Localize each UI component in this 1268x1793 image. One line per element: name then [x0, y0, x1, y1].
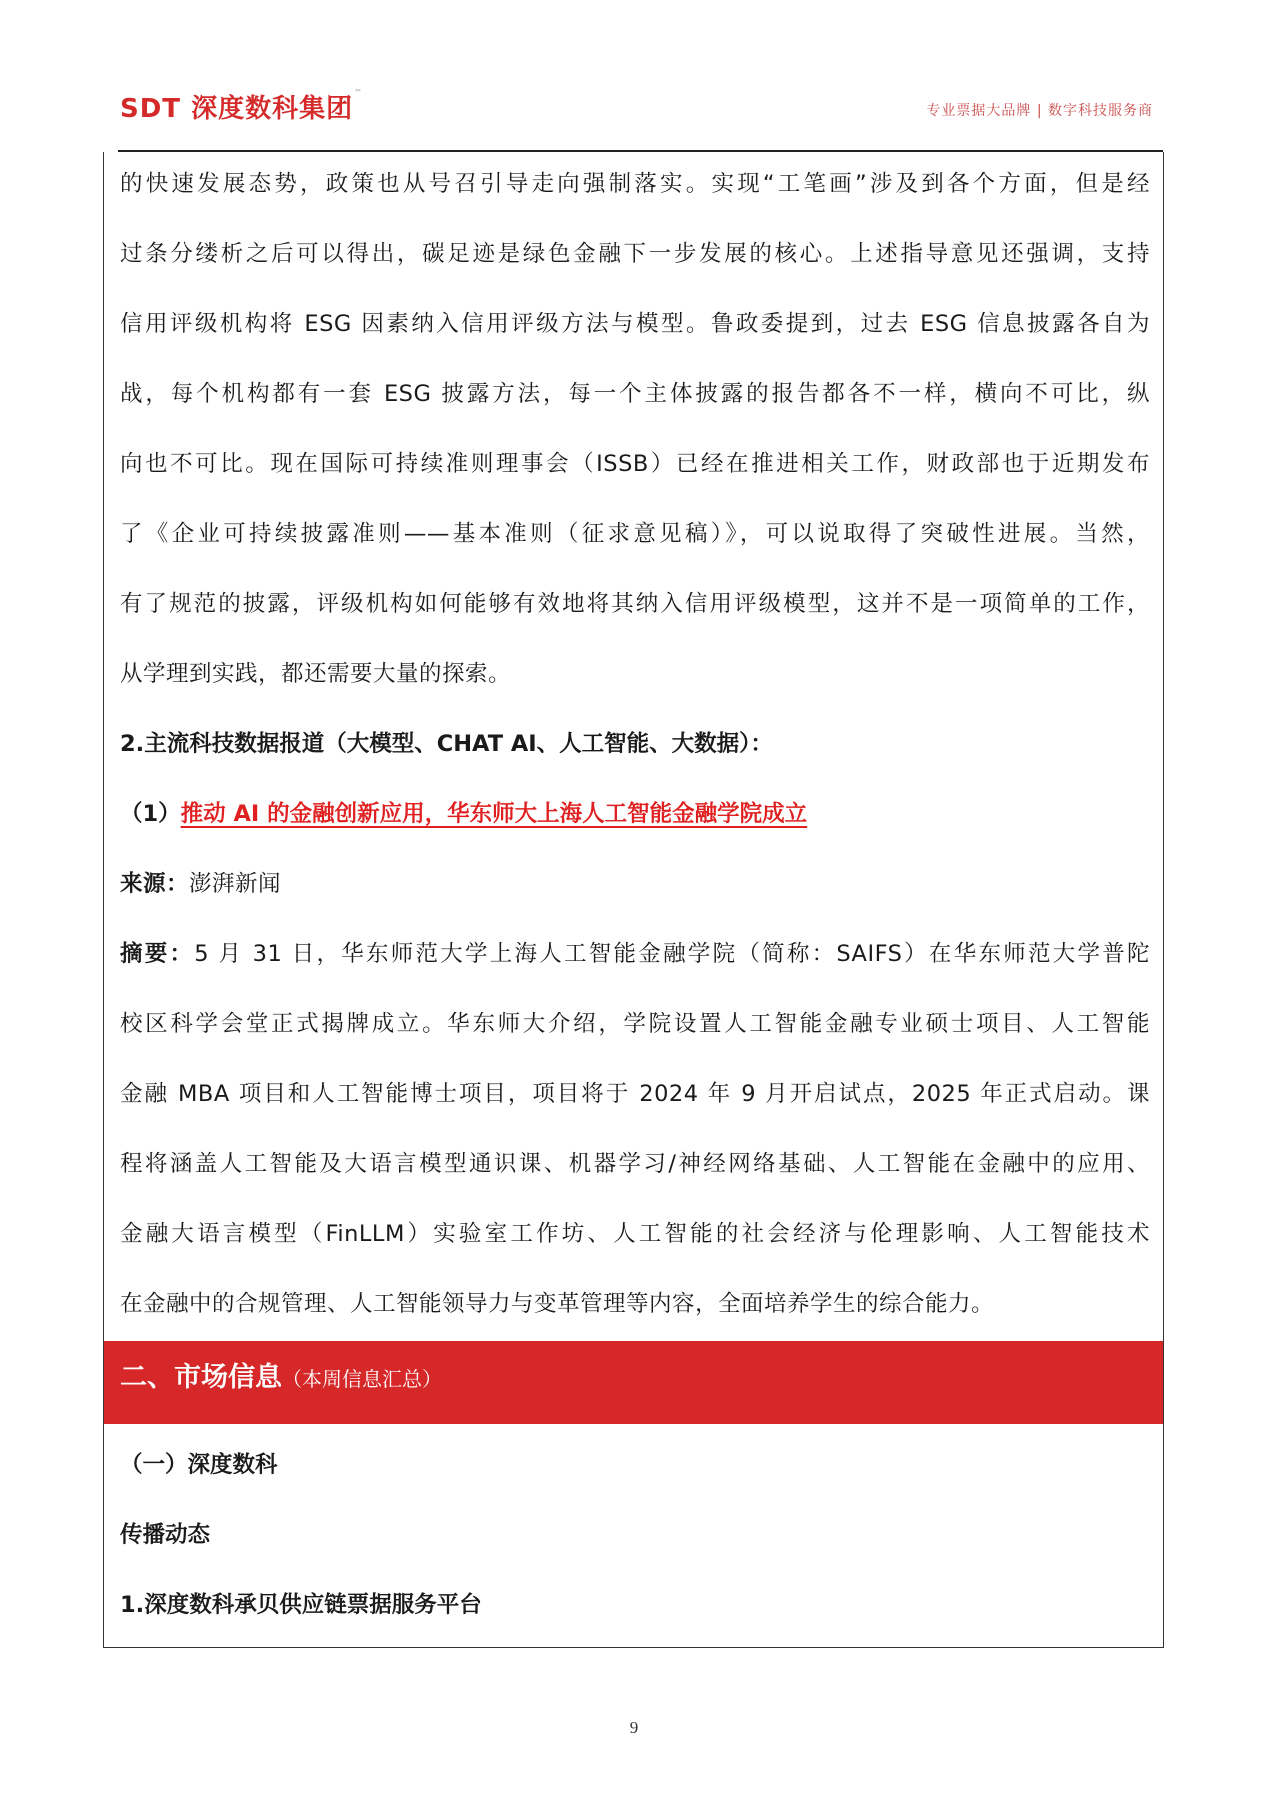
summary-paragraph	[120, 919, 1150, 1269]
market-section	[120, 1430, 1150, 1640]
text-line: 信用评级机构将 ESG 因素纳入信用评级方法与模型。鲁政委提到，过去 ESG 信息披露各自为	[120, 311, 1150, 337]
news-link[interactable]: 推动 AI 的金融创新应用，华东师大上海人工智能金融学院成立	[180, 801, 808, 827]
trademark-mark: ™	[354, 88, 364, 97]
summary-first-line	[120, 919, 1150, 989]
summary-text: 5 月 31 日，华东师范大学上海人工智能金融学院（简称：SAIFS）在华东师范大学普陀	[194, 941, 1150, 967]
banner-main-title: 二、市场信息	[120, 1362, 282, 1393]
paragraph-esg	[120, 149, 1150, 709]
summary-label: 摘要：	[120, 941, 195, 967]
text-line: 从学理到实践，都还需要大量的探索。	[120, 661, 512, 687]
section-2	[120, 709, 1150, 1339]
content-frame	[103, 152, 1164, 1648]
source-label: 来源：	[120, 871, 190, 897]
news-item-title	[120, 779, 1150, 849]
text-line: 金融 MBA 项目和人工智能博士项目，项目将于 2024 年 9 月开启试点，2025 年正式启动。课	[120, 1081, 1150, 1107]
paragraph-body	[120, 149, 1150, 639]
subsection-heading: 传播动态	[120, 1522, 211, 1548]
page-header	[0, 0, 1268, 150]
text-line: 校区科学会堂正式揭牌成立。华东师大介绍，学院设置人工智能金融专业硕士项目、人工智能	[120, 1011, 1150, 1037]
source-line	[120, 849, 1150, 919]
text-line: 有了规范的披露，评级机构如何能够有效地将其纳入信用评级模型，这并不是一项简单的工作，	[120, 591, 1150, 617]
text-line: 向也不可比。现在国际可持续准则理事会（ISSB）已经在推进相关工作，财政部也于近期发布	[120, 451, 1150, 477]
section-heading: 2.主流科技数据报道（大模型、CHAT AI、人工智能、大数据）：	[120, 731, 773, 757]
source-value: 澎湃新闻	[189, 871, 282, 897]
text-line: 程将涵盖人工智能及大语言模型通识课、机器学习/神经网络基础、人工智能在金融中的应用、	[120, 1151, 1150, 1177]
banner-subtitle: （本周信息汇总）	[282, 1367, 442, 1391]
banner-title	[120, 1355, 442, 1394]
text-line: 战，每个机构都有一套 ESG 披露方法，每一个主体披露的报告都各不一样，横向不可比，纵	[120, 381, 1150, 407]
subsection-heading: 1.深度数科承贝供应链票据服务平台	[120, 1592, 482, 1618]
subsection-heading: （一）深度数科	[120, 1452, 278, 1478]
paragraph-body-last	[120, 639, 1150, 709]
company-logo	[120, 88, 363, 125]
summary-paragraph-last	[120, 1269, 1150, 1339]
section-banner	[104, 1341, 1163, 1424]
text-line: 在金融中的合规管理、人工智能领导力与变革管理等内容，全面培养学生的综合能力。	[120, 1291, 995, 1317]
text-line: 的快速发展态势，政策也从号召引导走向强制落实。实现“工笔画”涉及到各个方面，但是经	[120, 171, 1150, 197]
text-line: 了《企业可持续披露准则——基本准则（征求意见稿）》，可以说取得了突破性进展。当然，	[120, 521, 1150, 547]
page-number: 9	[629, 1718, 639, 1737]
header-tagline: 专业票据大品牌 | 数字科技服务商	[926, 103, 1153, 119]
item-number: （1）	[120, 801, 181, 827]
logo-text: SDT 深度数科集团	[120, 94, 354, 124]
text-line: 金融大语言模型（FinLLM）实验室工作坊、人工智能的社会经济与伦理影响、人工智能技术	[120, 1221, 1150, 1247]
text-line: 过条分缕析之后可以得出，碳足迹是绿色金融下一步发展的核心。上述指导意见还强调，支持	[120, 241, 1150, 267]
